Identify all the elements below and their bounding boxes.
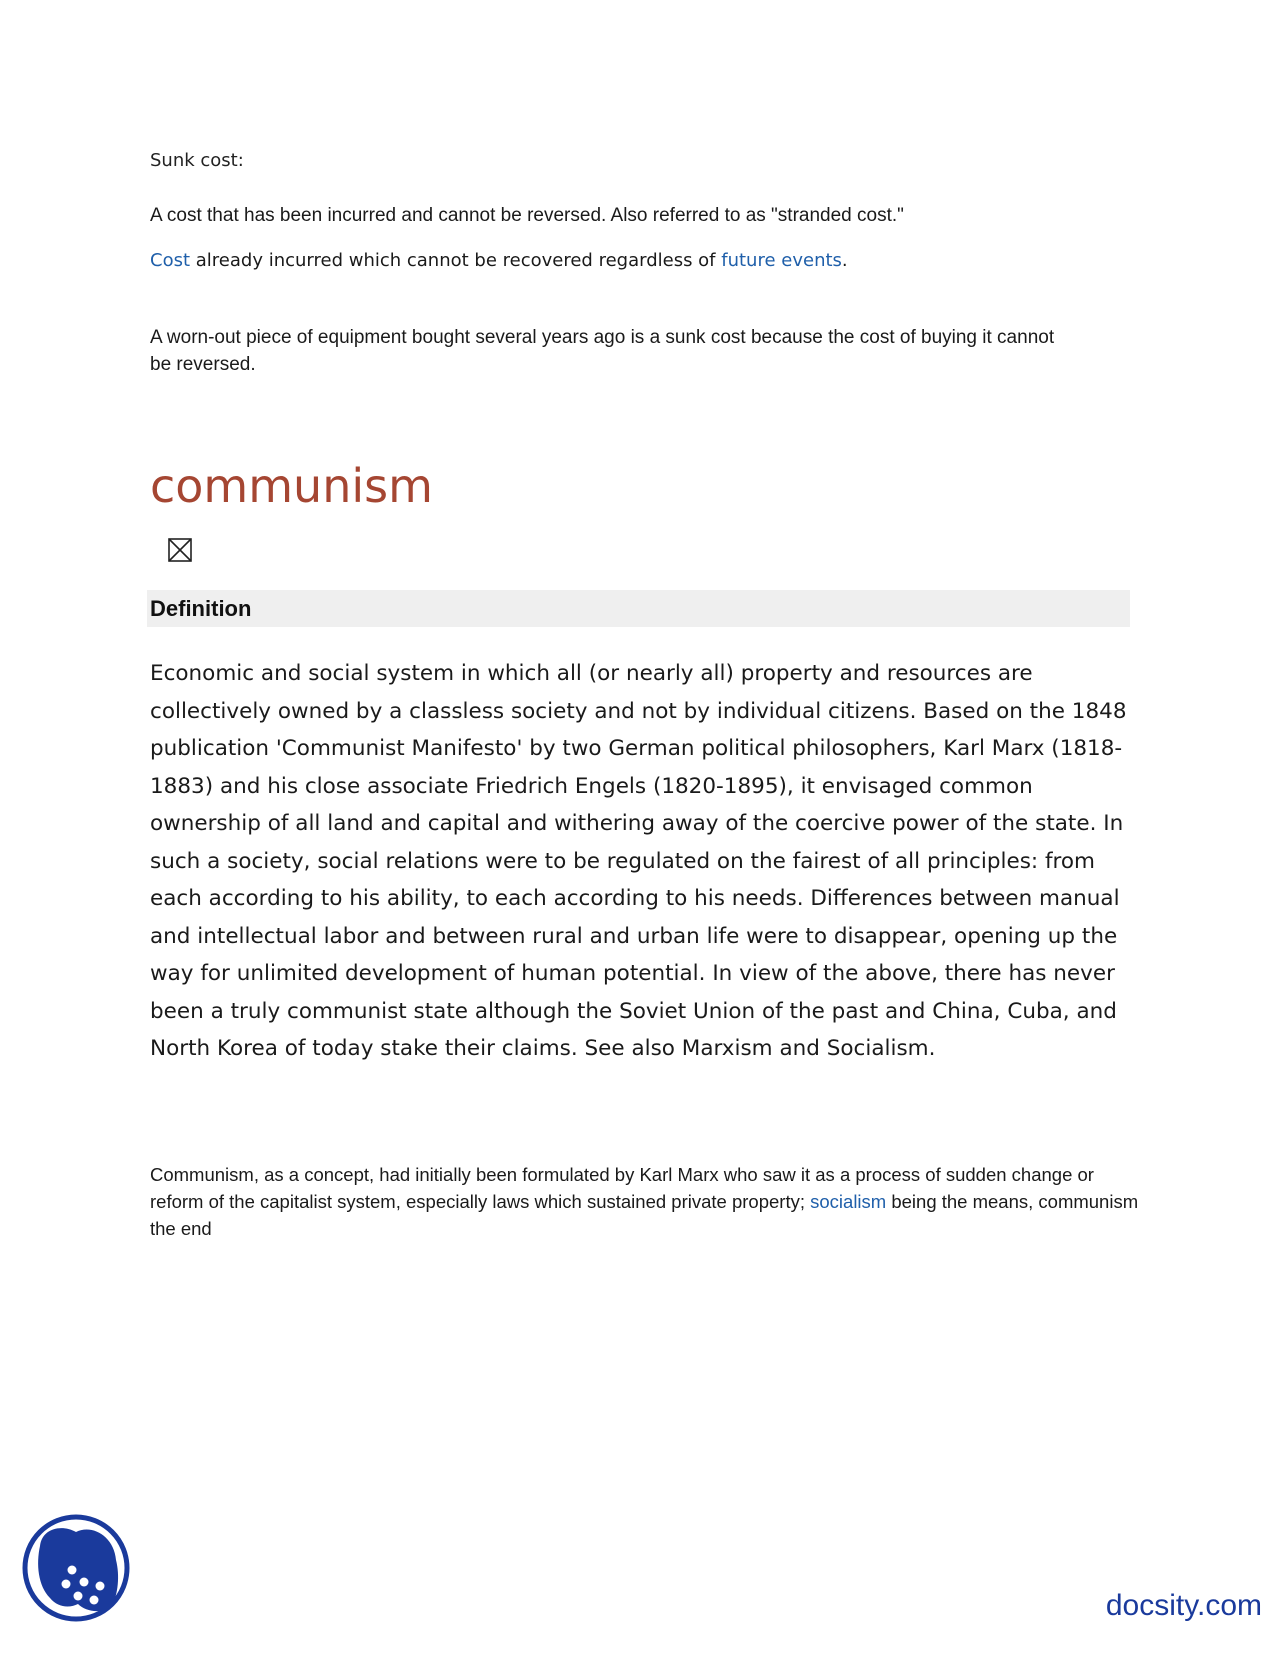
concept-text-1: Communism, as a concept, had initially been formulated by Karl Marx who saw it as a process of sudden change or reform of the capitalist system, especially laws which sustained private property;	[150, 1164, 1094, 1212]
definition-label: Definition	[150, 596, 252, 621]
docsity-brand[interactable]: docsity.com	[1105, 1589, 1262, 1622]
docsity-logo-icon[interactable]	[20, 1512, 132, 1624]
communism-concept-paragraph	[150, 1161, 1140, 1242]
concept-text-2: being the means, communism the end	[150, 1191, 1139, 1239]
communism-definition: Economic and social system in which all (or nearly all) property and resources are collectively owned by a classless society and not by individual citizens. Based on the 1848 publication 'Communist Manifesto' by two German political philosophers, Karl Marx (1818-1883) and his close associate Friedrich Engels (1820-1895), it envisaged common ownership of all land and capital and withering away of the coercive power of the state. In such a society, social relations were to be regulated on the fairest of all principles: from each according to his ability, to each according to his needs. Differences between manual and intellectual labor and between rural and urban life were to disappear, opening up the way for unlimited development of human potential. In view of the above, there has never been a truly communist state although the Soviet Union of the past and China, Cuba, and North Korea of today stake their claims. See also Marxism and Socialism.	[150, 661, 1127, 1061]
cost-link[interactable]: Cost	[150, 250, 191, 271]
future-events-link[interactable]: future events	[721, 250, 842, 271]
sunk-cost-definition-2-end: .	[841, 250, 848, 271]
sunk-cost-definition-2-text: already incurred which cannot be recovered regardless of	[190, 250, 722, 271]
sunk-cost-example: A worn-out piece of equipment bought several years ago is a sunk cost because the cost of buying it cannot be reversed.	[150, 327, 1055, 375]
socialism-link[interactable]: socialism	[810, 1191, 887, 1212]
broken-image-icon	[168, 538, 192, 562]
sunk-cost-definition-1: A cost that has been incurred and cannot be reversed. Also referred to as "stranded cost."	[150, 205, 904, 226]
sunk-cost-heading: Sunk cost:	[150, 150, 244, 171]
communism-title: communism	[150, 459, 433, 513]
definition-header-bar	[147, 590, 1130, 627]
sunk-cost-definition-2	[150, 248, 848, 274]
